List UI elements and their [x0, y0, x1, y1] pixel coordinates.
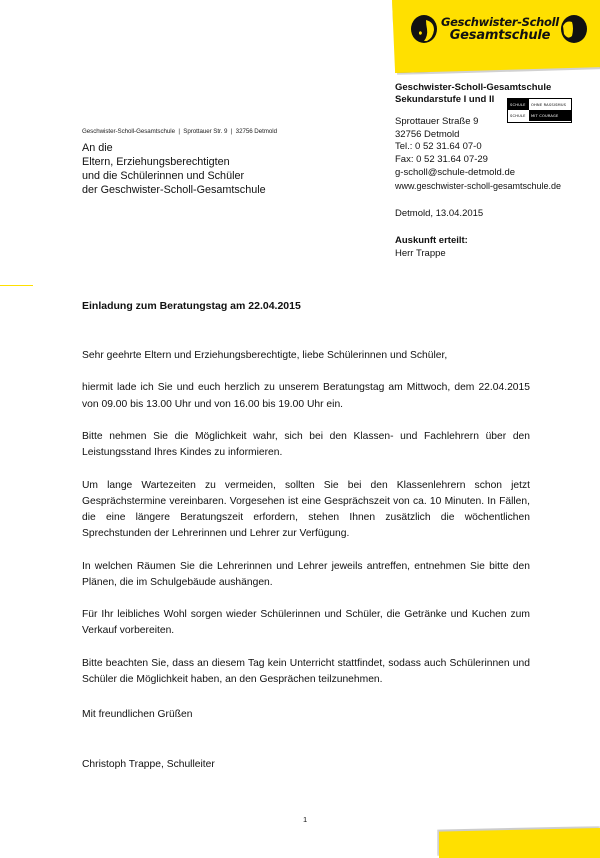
body-paragraph: hiermit lade ich Sie und euch herzlich zu unserem Beratungstag am Mittwoch, dem 22.04.2015 von 09.00 bis 13.00 Uhr und von 16.00 bis 19.00 Uhr ein. [82, 382, 530, 410]
letter-closing: Mit freundlichen Grüßen [82, 709, 193, 720]
body-paragraph: Um lange Wartezeiten zu vermeiden, sollten Sie bei den Klassenlehrern schon jetzt Gesprächstermine vereinbaren. Vorgesehen ist eine Gesprächszeit von ca. 10 Minuten. In Fällen, die eine längere Beratungszeit erfordern, stehen Ihnen zusätzlich die wöchentlichen Sprechstunden der Lehrerinnen und Lehrer zur Verfügung. [82, 479, 530, 540]
contact-person-block [395, 235, 468, 260]
portrait-right-icon [560, 14, 588, 44]
footer-banner [439, 828, 600, 858]
recipient-line: An die [82, 142, 113, 154]
recipient-address [82, 141, 266, 197]
sender-email-link[interactable]: g-scholl@schule-detmold.de [395, 166, 516, 178]
logo-line-1: Geschwister-Scholl [441, 15, 559, 29]
sender-school-name: Geschwister-Scholl-Gesamtschule [395, 82, 552, 93]
letter-subject: Einladung zum Beratungstag am 22.04.2015 [82, 300, 301, 312]
recipient-line: der Geschwister-Scholl-Gesamtschule [82, 184, 266, 196]
return-address-line: Geschwister-Scholl-Gesamtschule | Sprottauer Str. 9 | 32756 Detmold [82, 128, 278, 135]
body-paragraph: Bitte beachten Sie, dass an diesem Tag kein Unterricht stattfindet, sodass auch Schülerinnen und Schüler die Möglichkeit haben, an den Gesprächen teilzunehmen. [82, 657, 530, 685]
fold-mark [0, 285, 33, 286]
sender-phone: Tel.: 0 52 31.64 07-0 [395, 141, 482, 153]
sender-website-link[interactable]: www.geschwister-scholl-gesamtschule.de [395, 180, 562, 191]
contact-details [395, 116, 561, 192]
body-paragraph: Für Ihr leibliches Wohl sorgen wieder Schülerinnen und Schüler, die Getränke und Kuchen zum Verkauf vorbereiten. [82, 609, 530, 637]
letter-body [82, 348, 530, 704]
letter-signature: Christoph Trappe, Schulleiter [82, 759, 215, 770]
badge-cell: SCHULE [508, 110, 529, 121]
badge-cell: MIT COURAGE [529, 110, 571, 121]
school-logo-text [440, 15, 560, 43]
contact-person-name: Herr Trappe [395, 247, 446, 259]
sender-city: 32756 Detmold [395, 128, 460, 140]
logo-line-2: Gesamtschule [449, 28, 551, 43]
portrait-left-icon [410, 14, 438, 44]
recipient-line: Eltern, Erziehungsberechtigten [82, 156, 230, 168]
salutation: Sehr geehrte Eltern und Erziehungsberechtigte, liebe Schülerinnen und Schüler, [82, 350, 448, 361]
body-paragraph: In welchen Räumen Sie die Lehrerinnen und Lehrer jeweils antreffen, entnehmen Sie bitte den Plänen, die im Schulgebäude aushängen. [82, 560, 530, 588]
badge-cell: SCHULE [508, 99, 529, 110]
sender-school-level: Sekundarstufe I und II [395, 94, 495, 106]
sender-street: Sprottauer Straße 9 [395, 116, 479, 127]
sender-fax: Fax: 0 52 31.64 07-29 [395, 154, 488, 166]
letter-date: Detmold, 13.04.2015 [395, 208, 484, 219]
recipient-line: und die Schülerinnen und Schüler [82, 170, 245, 182]
contact-person-label: Auskunft erteilt: [395, 235, 468, 246]
body-paragraph: Bitte nehmen Sie die Möglichkeit wahr, sich bei den Klassen- und Fachlehrern über den Leistungsstand Ihres Kindes zu informieren. [82, 430, 530, 459]
badge-cell: OHNE RASSISMUS [529, 99, 571, 110]
page-number: 1 [303, 815, 308, 824]
